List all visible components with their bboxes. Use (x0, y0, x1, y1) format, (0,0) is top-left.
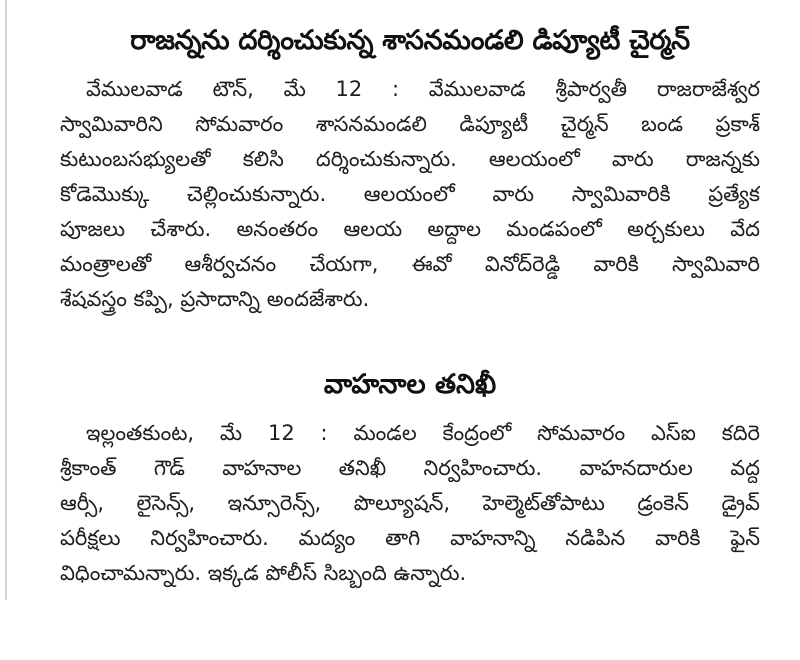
body-line: శ్రీకాంత్ గౌడ్ వాహనాల తనిఖీ నిర్వహించారు. వాహనదారుల వద్ద (60, 456, 760, 480)
body-line: పూజలు చేశారు. అనంతరం ఆలయ అద్దాల మండపంలో అర్చకులు వేద (60, 217, 760, 241)
body-line: విధించామన్నారు. ఇక్కడ పోలీస్ సిబ్బంది ఉన్నారు. (60, 561, 467, 585)
article-headline: వాహనాల తనిఖీ (323, 369, 497, 400)
body-line: మంత్రాలతో ఆశీర్వచనం చేయగా, ఈవో వినోద్‌రెడ్డి వారికి స్వామివారి (60, 252, 760, 276)
column-divider (5, 0, 7, 600)
body-line: శేషవస్త్రం కప్పి, ప్రసాదాన్ని అందజేశారు. (60, 287, 370, 311)
body-line: వేములవాడ టౌన్, మే 12 : వేములవాడ శ్రీపార్వతీ రాజరాజేశ్వర (86, 77, 760, 101)
body-line: ఇల్లంతకుంట, మే 12 : మండల కేంద్రంలో సోమవారం ఎస్ఐ కదిరె (86, 421, 760, 445)
body-line: ఆర్సీ, లైసెన్స్, ఇన్సూరెన్స్, పొల్యూషన్, హెల్మెట్‌తోపాటు డ్రంకెన్ డ్రైవ్ (60, 491, 760, 515)
body-line: స్వామివారిని సోమవారం శాసనమండలి డిప్యూటీ చైర్మన్ బండ ప్రకాశ్ (60, 112, 760, 136)
article-deputy-chairman-visit (60, 18, 760, 317)
body-line: కోడెమొక్కు చెల్లించుకున్నారు. ఆలయంలో వారు స్వామివారికి ప్రత్యేక (60, 182, 760, 206)
article-headline: రాజన్నను దర్శించుకున్న శాసనమండలి డిప్యూటీ చైర్మన్ (130, 25, 690, 56)
article-body (60, 72, 760, 317)
body-line: కుటుంబసభ్యులతో కలిసి దర్శించుకున్నారు. ఆలయంలో వారు రాజన్నకు (60, 147, 760, 171)
article-vehicle-inspection (60, 362, 760, 591)
article-body (60, 416, 760, 591)
body-line: పరీక్షలు నిర్వహించారు. మద్యం తాగి వాహనాన్ని నడిపిన వారికి ఫైన్ (60, 526, 760, 550)
